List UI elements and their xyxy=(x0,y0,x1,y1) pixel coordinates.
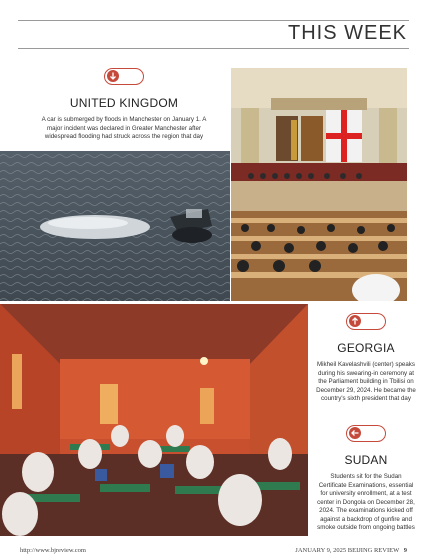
page-number: 9 xyxy=(403,547,407,554)
sudan-photo xyxy=(0,304,308,536)
title-rule xyxy=(18,48,409,49)
section-title: THIS WEEK xyxy=(287,22,407,44)
footer-issue xyxy=(295,547,407,554)
top-rule xyxy=(18,20,409,21)
georgia-caption: Mikheil Kavelashvili (center) speaks during his swearing-in ceremony at the Parliament building in Tbilisi on December 29, 2024. He became the country's sixth president that day xyxy=(316,361,416,402)
uk-badge xyxy=(104,68,144,85)
uk-photo xyxy=(0,151,230,301)
arrow-up-icon xyxy=(349,315,361,327)
footer-issue-text: JANUARY 9, 2025 BEIJING REVIEW xyxy=(295,547,400,554)
georgia-heading: GEORGIA xyxy=(337,341,395,355)
georgia-block xyxy=(316,313,416,404)
georgia-badge xyxy=(346,313,386,330)
arrow-left-icon xyxy=(349,427,361,439)
uk-heading: UNITED KINGDOM xyxy=(69,96,179,110)
footer-url[interactable]: http://www.bjreview.com xyxy=(20,547,86,554)
sudan-caption: Students sit for the Sudan Certificate Examinations, essential for university enrollment, at a test center in Dongola on December 28, 2024. The examinations kicked off against a backdrop of gunfire and smoke outside from ongoing battles xyxy=(317,473,415,531)
uk-caption: A car is submerged by floods in Manchester on January 1. A major incident was declared in Greater Manchester after widespread flooding had struck across the region that day xyxy=(41,116,207,140)
sudan-block xyxy=(316,425,416,533)
uk-block xyxy=(40,68,208,142)
arrow-down-icon xyxy=(107,70,119,82)
sudan-badge xyxy=(346,425,386,442)
georgia-photo xyxy=(231,68,407,301)
sudan-heading: SUDAN xyxy=(344,453,388,467)
